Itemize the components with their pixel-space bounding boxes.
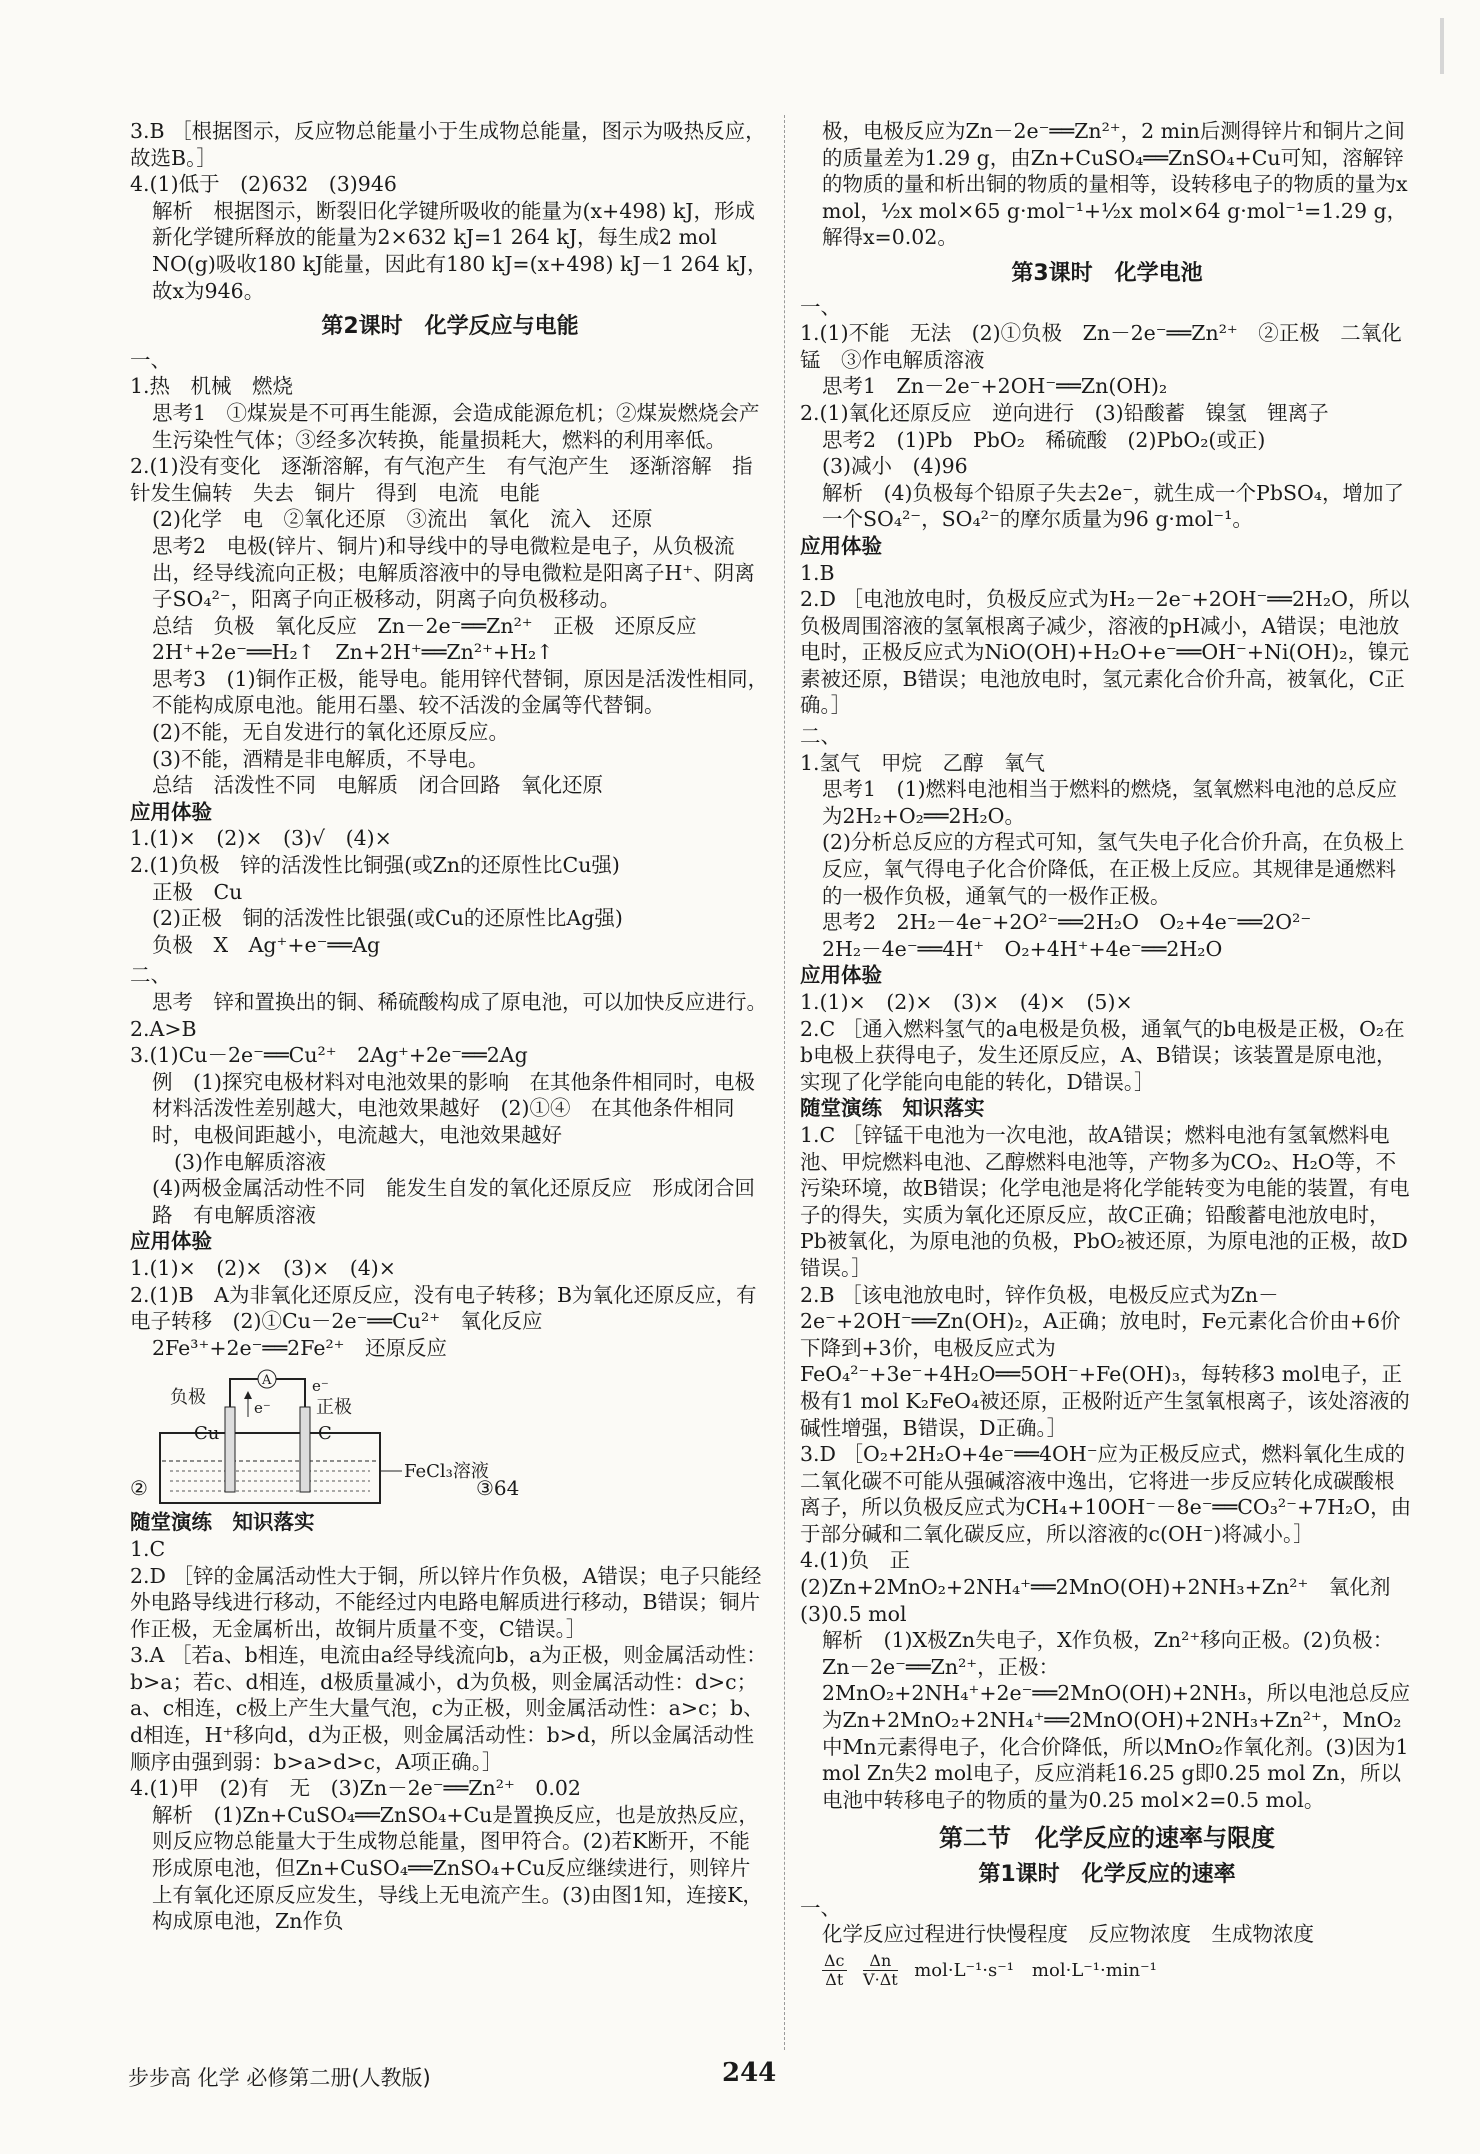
right-line: 2.C ［通入燃料氢气的a电极是负极，通氧气的b电极是正极，O₂在b电极上获得电子，发生还原反应，A、B错误；该装置是原电池，实现了化学能向电能的转化，D错误。］: [800, 1016, 1405, 1094]
right-line: 化学反应过程进行快慢程度 反应物浓度 生成物浓度: [822, 1922, 1314, 1947]
fraction-dc-dt: [822, 1952, 847, 1989]
column-divider: [784, 115, 785, 2050]
left-line: 1.(1)× (2)× (3)√ (4)×: [130, 826, 392, 851]
left_after-line: 2.D ［锌的金属活动性大于铜，所以锌片作负极，A错误；电子只能经外电路导线进行移动，不能经过内电路电解质进行移动，B错误；铜片作正极，无金属析出，故铜片质量不变，C错误。］: [130, 1563, 762, 1641]
right-line: 思考1 Zn－2e⁻+2OH⁻══Zn(OH)₂: [822, 374, 1168, 399]
right-line: 4.(1)负 正 (2)Zn+2MnO₂+2NH₄⁺══2MnO(OH)+2NH₃+Zn²⁺ 氧化剂 (3)0.5 mol: [800, 1548, 1411, 1626]
right-text-block: [800, 118, 1414, 1948]
left-line: 负极 X Ag⁺+e⁻══Ag: [152, 932, 381, 957]
frac-den: V·Δt: [863, 1969, 898, 1989]
left-line: (4)两极金属活动性不同 能发生自发的氧化还原反应 形成闭合回路 有电解质溶液: [152, 1176, 756, 1227]
positive-label: 正极: [316, 1397, 352, 1419]
right-line: 二、: [800, 724, 841, 749]
right-line: (2)分析总反应的方程式可知，氢气失电子化合价升高，在负极上反应，氧气得电子化合价降低，在正极上反应。其规律是通燃料的一极作负极，通氧气的一极作正极。: [822, 830, 1405, 908]
left-line: (3)作电解质溶液: [174, 1149, 327, 1174]
left-line: (2)正极 铜的活泼性比银强(或Cu的还原性比Ag强): [152, 906, 623, 931]
right-line: 一、: [800, 1895, 841, 1920]
left-line: (2)不能，无自发进行的氧化还原反应。: [152, 720, 510, 745]
right-line: 1.B: [800, 560, 835, 585]
left-line: 例 (1)探究电极材料对电池效果的影响 在其他条件相同时，电极材料活泼性差别越大，电池效果越好 (2)①④ 在其他条件相同时，电极间距越小，电流越大，电池效果越好: [152, 1069, 756, 1147]
left_after-line: 随堂演练 知识落实: [130, 1510, 315, 1535]
left-line: 二、: [130, 963, 171, 988]
right-line: 解析 (1)X极Zn失电子，X作负极，Zn²⁺移向正极。(2)负极：Zn－2e⁻══Zn²⁺，正极：2MnO₂+2NH₄⁺+2e⁻══2MnO(OH)+2NH₃，所以电池总反应为Zn+2MnO₂+2NH₄⁺══2MnO(OH)+2NH₃+Zn²⁺，MnO₂中Mn元素得电子，化合价降低，所以MnO₂作氧化剂。(3)因为1 mol Zn失2 mol电子，反应消耗16.25 g即0.25 mol Zn，所以电池中转移电子的物质的量为0.25 mol×2=0.5 mol。: [822, 1628, 1411, 1812]
frac-num: Δn: [863, 1952, 898, 1971]
left-line: 3.(1)Cu－2e⁻══Cu²⁺ 2Ag⁺+2e⁻══2Ag: [130, 1043, 528, 1068]
right-line: 一、: [800, 294, 841, 319]
left-line: (2)化学 电 ②氧化还原 ③流出 氧化 流入 还原: [152, 507, 653, 532]
left-line: 思考 锌和置换出的铜、稀硫酸构成了原电池，可以加快反应进行。: [152, 990, 767, 1014]
arrow-head: [244, 1391, 252, 1399]
negative-label: 负极: [170, 1387, 206, 1409]
galvanic-cell-figure: [130, 1367, 550, 1507]
left-line: 1.(1)× (2)× (3)× (4)×: [130, 1255, 396, 1280]
right-line: 思考1 (1)燃料电池相当于燃料的燃烧，氢氧燃料电池的总反应为2H₂+O₂══2H₂O。: [822, 777, 1398, 828]
page-edge-mark: [1440, 18, 1444, 74]
left-line: 2.(1)负极 锌的活泼性比铜强(或Zn的还原性比Cu强): [130, 853, 620, 878]
right-line: 应用体验: [800, 963, 882, 988]
right-line: 2.D ［电池放电时，负极反应式为H₂－2e⁻+2OH⁻══2H₂O，所以负极周围溶液的氢氧根离子减少，溶液的pH减小，A错误；电池放电时，正极反应式为NiO(OH)+H₂O+e⁻══OH⁻+Ni(OH)₂，镍元素被还原，B错误；电池放电时，氢元素化合价升高，被氧化，C正确。］: [800, 587, 1410, 718]
left-line: 2Fe³⁺+2e⁻══2Fe²⁺ 还原反应: [152, 1335, 447, 1360]
right-line: 2.(1)氧化还原反应 逆向进行 (3)铅酸蓄 镍氢 锂离子: [800, 400, 1329, 425]
electron-label: e⁻: [254, 1399, 271, 1418]
rate-formula-line: [800, 1952, 1414, 1989]
beaker: [160, 1433, 380, 1503]
left-column: [130, 118, 770, 1935]
right-line: 随堂演练 知识落实: [800, 1096, 985, 1121]
left_after-line: 3.A ［若a、b相连，电流由a经导线流向b，a为正极，则金属活动性：b>a；若c、d相连，d极质量减小，d为负极，则金属活动性：d>c；a、c相连，c极上产生大量气泡，c为正极，则金属活动性：a>c；b、d相连，H⁺移向d，d为正极，则金属活动性：b>d，所以金属活动性顺序由强到弱：b>a>d>c，A项正确。］: [130, 1643, 767, 1774]
right-line: 思考2 (1)Pb PbO₂ 稀硫酸 (2)PbO₂(或正): [822, 427, 1266, 452]
right-line: 2.B ［该电池放电时，锌作负极，电极反应式为Zn－2e⁻+2OH⁻══Zn(OH)₂，A正确；放电时，Fe元素化合价由+6价下降到+3价，电极反应式为FeO₄²⁻+3e⁻+4H₂O══5OH⁻+Fe(OH)₃，每转移3 mol电子，正极有1 mol K₂FeO₄被还原，正极附近产生氢氧根离子，该处溶液的碱性增强，B错误，D正确。］: [800, 1282, 1410, 1440]
left-line: 第2课时 化学反应与电能: [321, 314, 579, 340]
left-line: 2.A>B: [130, 1016, 197, 1041]
right-line: 1.(1)× (2)× (3)× (4)× (5)×: [800, 990, 1133, 1014]
right-line: 解析 (4)负极每个铅原子失去2e⁻，就生成一个PbSO₄，增加了一个SO₄²⁻，SO₄²⁻的摩尔质量为96 g·mol⁻¹。: [822, 480, 1405, 532]
left-line: 思考1 ①煤炭是不可再生能源，会造成能源危机；②煤炭燃烧会产生污染性气体；③经多次转换，能量损耗大，燃料的利用率低。: [152, 400, 760, 452]
right-line: 1.(1)不能 无法 (2)①负极 Zn－2e⁻══Zn²⁺ ②正极 二氧化锰 ③作电解质溶液: [800, 321, 1402, 372]
left-text-block-2: [130, 1509, 770, 1935]
frac-den: Δt: [825, 1969, 844, 1989]
figure-number: ②: [130, 1476, 148, 1501]
left_after-line: 4.(1)甲 (2)有 无 (3)Zn－2e⁻══Zn²⁺ 0.02: [130, 1776, 581, 1801]
right-line: 2H₂－4e⁻══4H⁺ O₂+4H⁺+4e⁻══2H₂O: [822, 936, 1223, 961]
left-line: 总结 负极 氧化反应 Zn－2e⁻══Zn²⁺ 正极 还原反应 2H⁺+2e⁻══H₂↑ Zn+2H⁺══Zn²⁺+H₂↑: [152, 613, 718, 665]
answer-64: ③64: [476, 1476, 520, 1501]
left-line: 正极 Cu: [152, 879, 243, 904]
right-line: 1.氢气 甲烷 乙醇 氧气: [800, 750, 1046, 775]
fraction-dn-vdt: [863, 1952, 898, 1989]
left-line: 应用体验: [130, 1229, 212, 1254]
right-line: 1.C ［锌锰干电池为一次电池，故A错误；燃料电池有氢氧燃料电池、甲烷燃料电池、乙醇燃料电池等，产物多为CO₂、H₂O等，不污染环境，故B错误；化学电池是将化学能转变为电能的装置，有电子的得失，实质为氧化还原反应，故C正确；铅酸蓄电池放电时，Pb被氧化，为原电池的负极，PbO₂被还原，为原电池的正极，故D错误。］: [800, 1122, 1410, 1280]
right-line: 3.D ［O₂+2H₂O+4e⁻══4OH⁻应为正极反应式，燃料氧化生成的二氧化碳不可能从强碱溶液中逸出，它将进一步反应转化成碳酸根离子，所以负极反应式为CH₄+10OH⁻－8e⁻══CO₃²⁻+7H₂O，由于部分碱和二氧化碳反应，所以溶液的c(OH⁻)将减小。］: [800, 1442, 1412, 1546]
left-line: 思考3 (1)铜作正极，能导电。能用锌代替铜，原因是活泼性相同，不能构成原电池。能用石墨、较不活泼的金属等代替铜。: [152, 666, 769, 718]
copper-electrode: [225, 1407, 235, 1492]
left-line: 应用体验: [130, 799, 212, 824]
c-label: C: [318, 1423, 332, 1445]
cu-label: Cu: [194, 1423, 220, 1445]
left-line: 一、: [130, 347, 171, 372]
left-line: 2.(1)没有变化 逐渐溶解，有气泡产生 有气泡产生 逐渐溶解 指针发生偏转 失去 铜片 得到 电流 电能: [130, 454, 753, 505]
right-line: 第1课时 化学反应的速率: [978, 1862, 1236, 1887]
rate-units: mol·L⁻¹·s⁻¹ mol·L⁻¹·min⁻¹: [914, 1959, 1157, 1981]
carbon-electrode: [300, 1407, 310, 1492]
left_after-line: 1.C: [130, 1536, 166, 1561]
left-text-block: [130, 118, 770, 1361]
left-line: 2.(1)B A为非氧化还原反应，没有电子转移；B为氧化还原反应，有电子转移 (2)①Cu－2e⁻══Cu²⁺ 氧化反应: [130, 1282, 757, 1334]
left-line: 3.B ［根据图示，反应物总能量小于生成物总能量，图示为吸热反应，故选B。］: [130, 119, 766, 170]
left-line: 总结 活泼性不同 电解质 闭合回路 氧化还原: [152, 773, 603, 798]
right-line: 极，电极反应为Zn－2e⁻══Zn²⁺，2 min后测得锌片和铜片之间的质量差为1.29 g，由Zn+CuSO₄══ZnSO₄+Cu可知，溶解锌的物质的量和析出铜的物质的量相等，设转移电子的物质的量为x mol，½x mol×65 g·mol⁻¹+½x mol×64 g·mol⁻¹=1.29 g，解得x=0.02。: [822, 119, 1408, 250]
page-number: 244: [722, 2058, 777, 2088]
right-line: (3)减小 (4)96: [822, 454, 968, 479]
right-line: 第3课时 化学电池: [1011, 260, 1203, 286]
left-line: 1.热 机械 燃烧: [130, 374, 294, 399]
book-title: 步步高 化学 必修第二册(人教版): [128, 2066, 431, 2090]
left-line: (3)不能，酒精是非电解质，不导电。: [152, 746, 489, 771]
frac-num: Δc: [824, 1950, 845, 1970]
solution-label: FeCl₃溶液: [404, 1461, 489, 1483]
left_after-line: 解析 (1)Zn+CuSO₄══ZnSO₄+Cu是置换反应，也是放热反应，则反应物总能量大于生成物总能量，图甲符合。(2)若K断开，不能形成原电池，但Zn+CuSO₄══ZnSO₄+Cu反应继续进行，则锌片上有氧化还原反应发生，导线上无电流产生。(3)由图1知，连接K，构成原电池，Zn作负: [152, 1802, 763, 1934]
electron-label-2: e⁻: [312, 1377, 329, 1396]
left-line: 4.(1)低于 (2)632 (3)946: [130, 172, 397, 197]
left-line: 思考2 电极(锌片、铜片)和导线中的导电微粒是电子，从负极流出，经导线流向正极；电解质溶液中的导电微粒是阳离子H⁺、阴离子SO₄²⁻，阳离子向正极移动，阴离子向负极移动。: [152, 533, 755, 612]
right-line: 应用体验: [800, 533, 882, 558]
ammeter-label: A: [262, 1373, 272, 1389]
left-line: 解析 根据图示，断裂旧化学键所吸收的能量为(x+498) kJ，形成新化学键所释放的能量为2×632 kJ=1 264 kJ，每生成2 mol NO(g)吸收180 kJ能量，因此有180 kJ=(x+498) kJ－1 264 kJ，故x为946。: [152, 198, 768, 303]
right-line: 思考2 2H₂－4e⁻+2O²⁻══2H₂O O₂+4e⁻══2O²⁻: [822, 910, 1312, 935]
right-column: [800, 118, 1414, 1989]
right-line: 第二节 化学反应的速率与限度: [939, 1824, 1275, 1853]
